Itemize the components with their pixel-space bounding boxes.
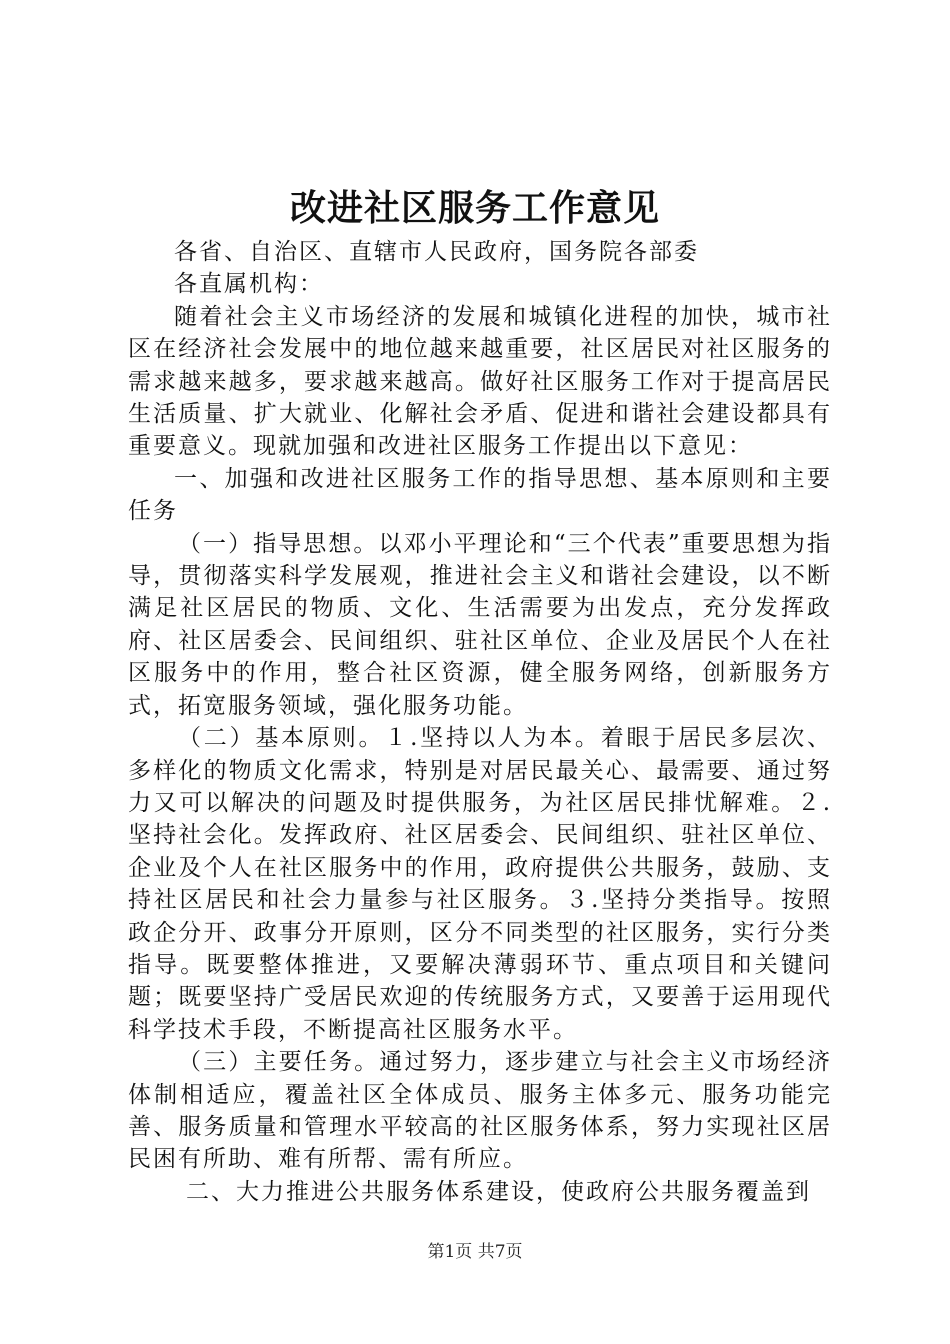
addressee-line-1: 各省、自治区、直辖市人民政府，国务院各部委: [174, 239, 699, 265]
addressee-line-2: 各直属机构：: [174, 271, 324, 298]
paragraph-basic-principles: （二）基本原则。１.坚持以人为本。着眼于居民多层次、多样化的物质文化需求，特别是对居民最关心、最需要、通过努力又可以解决的问题及时提供服务，为社区居民排忧解难。２.坚持社会化。发挥政府、社区居委会、民间组织、驻社区单位、企业及个人在社区服务中的作用，政府提供公共服务，鼓励、支持社区居民和社会力量参与社区服务。３.坚持分类指导。按照政企分开、政事分开原则，区分不同类型的社区服务，实行分类指导。既要整体推进，又要解决薄弱环节、重点项目和关键问题；既要坚持广受居民欢迎的传统服务方式，又要善于运用现代科学技术手段，不断提高社区服务水平。: [128, 725, 832, 1043]
paragraph-main-tasks: （三）主要任务。通过努力，逐步建立与社会主义市场经济体制相适应，覆盖社区全体成员、服务主体多元、服务功能完善、服务质量和管理水平较高的社区服务体系，努力实现社区居民困有所助、难有所帮、需有所应。: [128, 1049, 832, 1173]
paragraph-guiding-ideology: （一）指导思想。以邓小平理论和“三个代表”重要思想为指导，贯彻落实科学发展观，推进社会主义和谐社会建设，以不断满足社区居民的物质、文化、生活需要为出发点，充分发挥政府、社区居委会、民间组织、驻社区单位、企业及居民个人在社区服务中的作用，整合社区资源，健全服务网络，创新服务方式，拓宽服务领域，强化服务功能。: [128, 530, 832, 719]
page-number: 第1页 共7页: [427, 1242, 523, 1262]
document-title: 改进社区服务工作意见: [289, 187, 660, 229]
intro-paragraph: 随着社会主义市场经济的发展和城镇化进程的加快，城市社区在经济社会发展中的地位越来越重要，社区居民对社区服务的需求越来越多，要求越来越高。做好社区服务工作对于提高居民生活质量、扩大就业、化解社会矛盾、促进和谐社会建设都具有重要意义。现就加强和改进社区服务工作提出以下意见：: [128, 303, 832, 460]
section-heading-1: 一、加强和改进社区服务工作的指导思想、基本原则和主要任务: [128, 465, 832, 525]
document-body: [128, 236, 832, 1208]
section-heading-2: 二、大力推进公共服务体系建设，使政府公共服务覆盖到: [186, 1178, 811, 1205]
